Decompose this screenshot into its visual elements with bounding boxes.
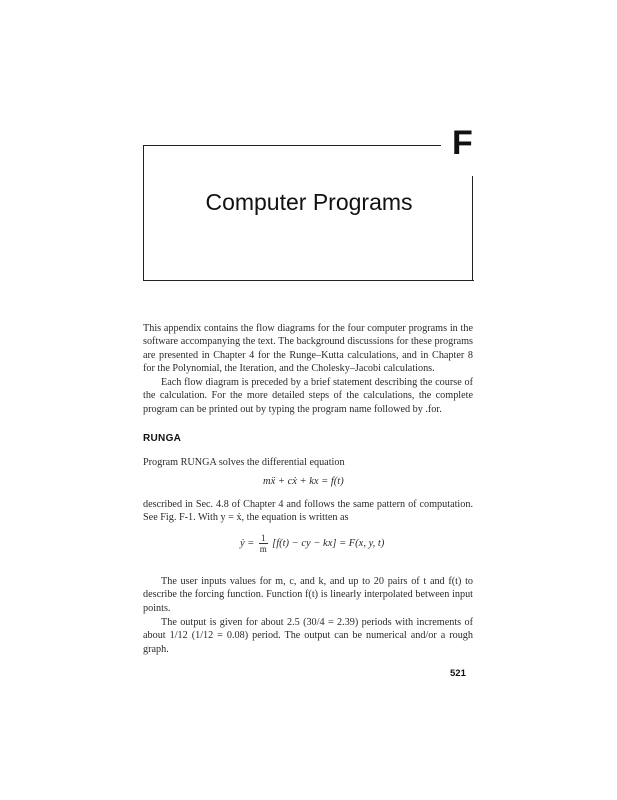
equation-2-denominator: m [259,544,267,554]
intro-paragraph-1: This appendix contains the flow diagrams for the four computer programs in the software accompanying the text. The background discussions for these programs are presented in Chapter 4 for the Runge–Kutta calculations, and in Chapter 8 for the Polynomial, the Iteration, and the Cholesky–Jacobi calculations. [143,323,473,375]
equation-1: mẍ + cẋ + kx = f(t) [263,476,344,487]
equation-2-rhs: [f(t) − cy − kx] = F(x, y, t) [272,537,385,549]
intro-paragraph-2: Each flow diagram is preceded by a brief statement describing the course of the calculation. For the more detailed steps of the calculations, the complete program can be printed out by typing the program name followed by .for. [143,377,473,415]
runga-paragraph-4: The output is given for about 2.5 (30/4 = 2.39) periods with increments of about 1/12 (1/12 = 0.08) period. The output can be numerical and/or a rough graph. [143,617,473,655]
equation-2-numerator: 1 [261,533,266,543]
title-frame-top-rule [143,145,441,146]
equation-2-lhs: ẏ = [240,537,255,549]
appendix-letter: F [452,124,473,162]
equation-2 [240,533,384,554]
runga-paragraph-2: described in Sec. 4.8 of Chapter 4 and follows the same pattern of computation. See Fig. F-1. With y = ẋ, the equation is written as [143,499,473,524]
section-heading-runga: RUNGA [143,433,182,444]
equation-2-fraction [259,533,268,554]
page-number: 521 [450,668,466,679]
runga-paragraph-1: Program RUNGA solves the differential equation [143,457,345,468]
runga-paragraph-3: The user inputs values for m, c, and k, and up to 20 pairs of t and f(t) to describe the forcing function. Function f(t) is linearly interpolated between input points. [143,576,473,614]
chapter-title: Computer Programs [205,189,413,215]
